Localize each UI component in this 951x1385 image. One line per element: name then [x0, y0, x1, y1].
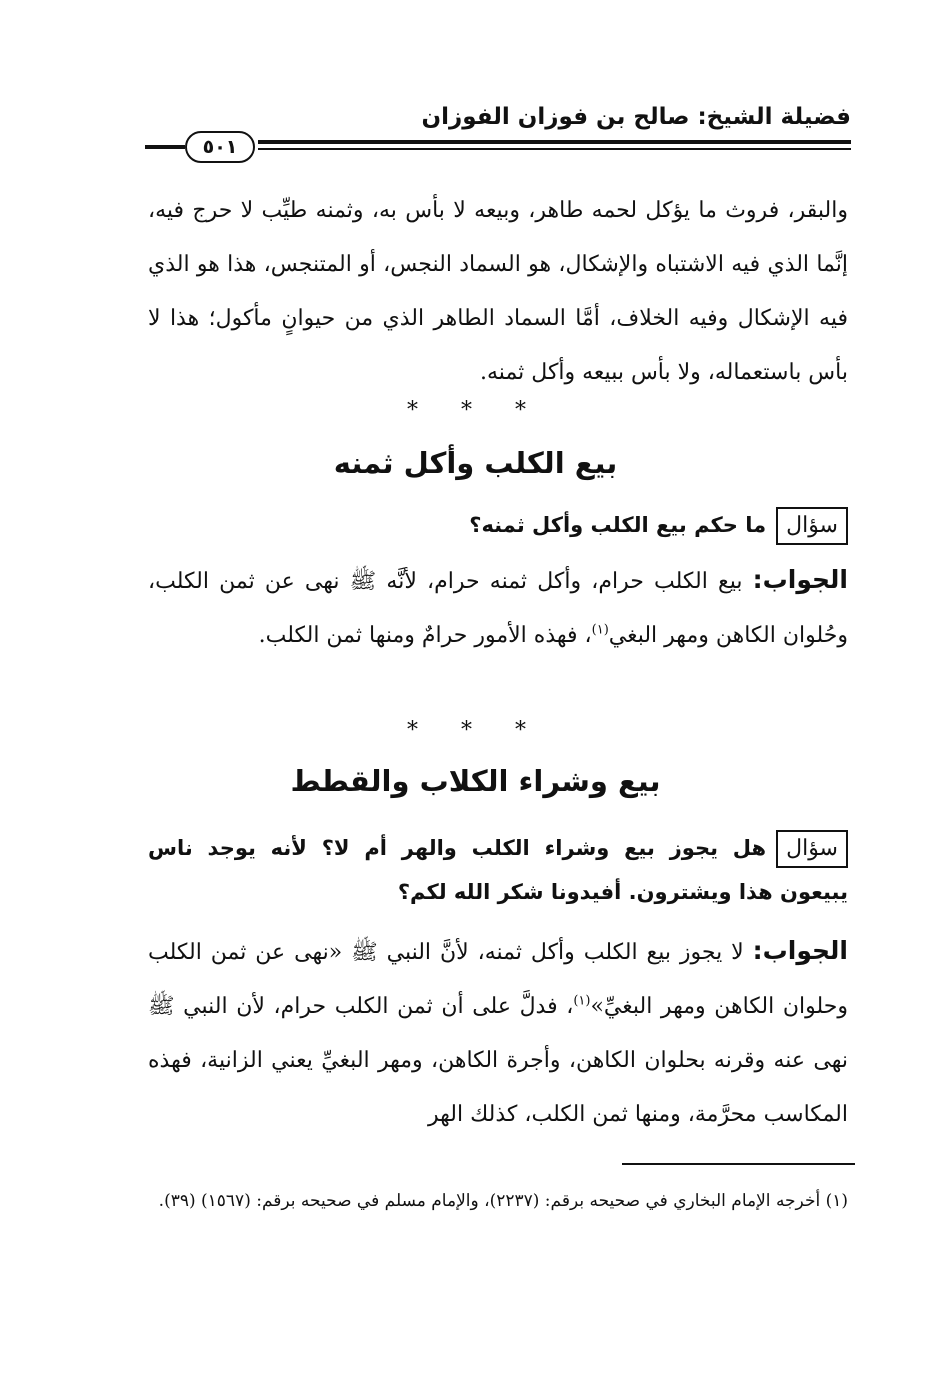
answer-label: الجواب:: [752, 936, 848, 965]
answer-text: بيع الكلب حرام، وأكل ثمنه حرام، لأنَّه ﷺ نهى عن ثمن الكلب، وحُلوان الكاهن ومهر البغي: [148, 569, 848, 648]
answer-label: الجواب:: [752, 565, 848, 594]
answer-text: لا يجوز بيع الكلب وأكل ثمنه، لأنَّ النبي ﷺ «نهى عن ثمن الكلب وحلوان الكاهن ومهر البغيِّ»: [148, 940, 848, 1019]
section-heading-dog-sale: بيع الكلب وأكل ثمنه: [333, 446, 618, 480]
paragraph-continued: والبقر، فروث ما يؤكل لحمه طاهر، وبيعه لا بأس به، وثمنه طيِّب لا حرج فيه، إنَّما الذي فيه الاشتباه والإشكال، هو السماد النجس، أو المتنجس، هذا هو الذي فيه الإشكال وفيه الخلاف، أمَّا السماد الطاهر الذي من حيوانٍ مأكول؛ هذا لا بأس باستعماله، ولا بأس ببيعه وأكل ثمنه.: [148, 198, 848, 385]
question-label: سؤال: [776, 830, 848, 868]
section-heading-dogs-cats: بيع وشراء الكلاب والقطط: [290, 764, 661, 798]
header-rule-bottom: [258, 148, 851, 150]
section-separator: * * *: [407, 398, 544, 423]
footnote-ref: (١): [573, 993, 591, 1009]
question-block-1: [148, 503, 848, 547]
question-text: هل يجوز بيع وشراء الكلب والهر أم لا؟ لأنه يوجد ناس يبيعون هذا ويشترون. أفيدونا شكر الله لكم؟: [148, 836, 848, 904]
question-label: سؤال: [776, 507, 848, 545]
section-separator: * * *: [407, 718, 544, 743]
footnote-ref: (١): [591, 622, 609, 638]
running-title: فضيلة الشيخ: صالح بن فوزان الفوزان: [421, 104, 851, 130]
page-number: ٥٠١: [185, 131, 255, 163]
header-rule-top: [258, 140, 851, 144]
footnote-divider: [622, 1163, 855, 1165]
answer-text-cont: ، فدلَّ على أن ثمن الكلب حرام، لأن النبي ﷺ نهى عنه وقرنه بحلوان الكاهن، وأجرة الكاهن، ومهر البغيِّ يعني الزانية، فهذه المكاسب محرَّمة، ومنها ثمن الكلب، كذلك الهر: [148, 994, 848, 1127]
answer-text-cont: ، فهذه الأمور حرامٌ ومنها ثمن الكلب.: [258, 623, 592, 648]
footnote: (١) أخرجه الإمام البخاري في صحيحه برقم: (٢٢٣٧)، والإمام مسلم في صحيحه برقم: (١٥٦٧) (٣٩).: [158, 1191, 848, 1211]
question-block-2: [148, 826, 848, 914]
answer-block-1: [148, 553, 848, 663]
question-text: ما حكم بيع الكلب وأكل ثمنه؟: [469, 513, 767, 537]
header-rule-left: [145, 145, 185, 149]
answer-block-2: [148, 924, 848, 1142]
